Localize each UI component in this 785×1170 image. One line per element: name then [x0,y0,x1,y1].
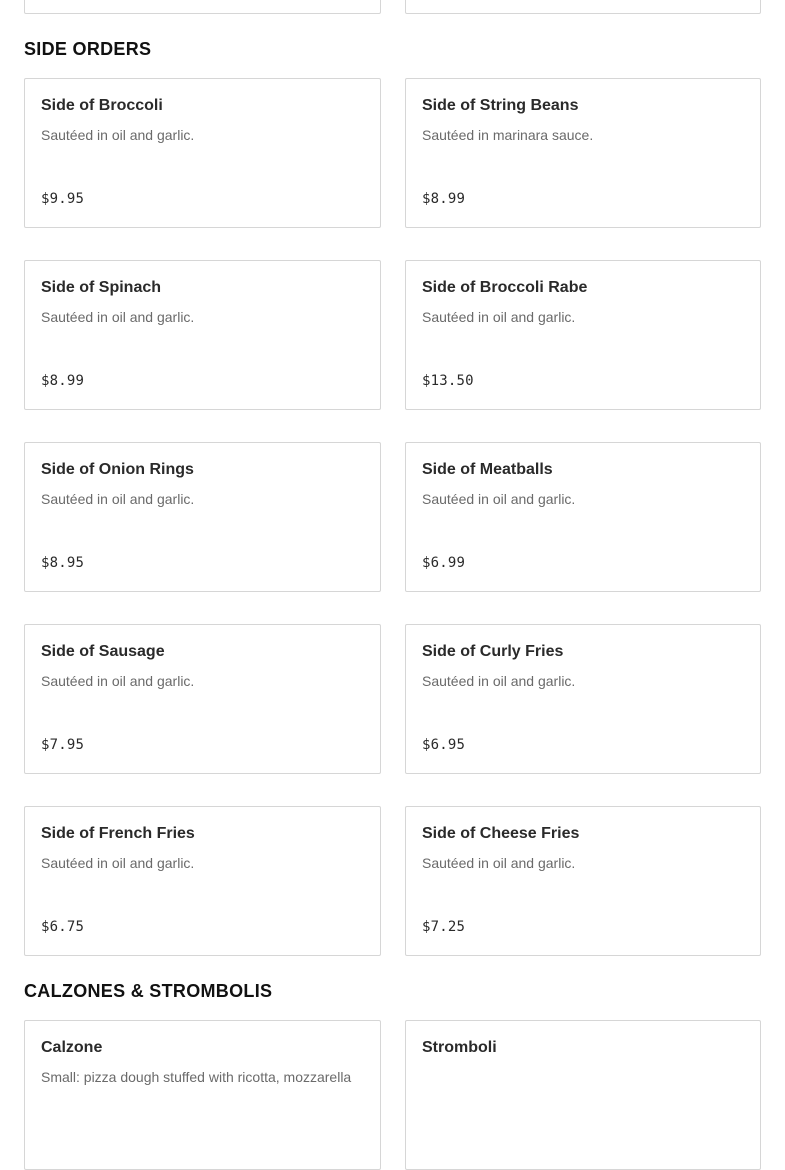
item-description: Sautéed in oil and garlic. [422,309,576,325]
item-description: Sautéed in oil and garlic. [41,855,195,871]
menu-item-card[interactable] [24,0,381,14]
item-price: $8.95 [41,555,85,571]
menu-item-card[interactable] [405,0,761,14]
item-name: Side of Curly Fries [422,643,564,660]
item-name: Side of Spinach [41,279,162,296]
item-price: $6.95 [422,737,466,753]
item-description: Small: pizza dough stuffed with ricotta, mozzarella [41,1069,352,1085]
item-description: Sautéed in oil and garlic. [41,127,195,143]
menu-item-card[interactable] [405,624,761,774]
item-price: $9.95 [41,191,85,207]
menu-item-card[interactable] [24,442,381,592]
item-price: $7.25 [422,919,466,935]
item-price: $6.75 [41,919,85,935]
item-description: Sautéed in oil and garlic. [422,673,576,689]
menu-item-card[interactable] [24,806,381,956]
item-price: $13.50 [422,373,474,389]
item-price: $8.99 [41,373,85,389]
item-price: $6.99 [422,555,466,571]
menu-item-card[interactable] [24,1020,381,1170]
menu-item-card[interactable] [24,624,381,774]
item-description: Sautéed in oil and garlic. [41,491,195,507]
section-title-calzones-strombolis: CALZONES & STROMBOLIS [24,981,273,1001]
menu-item-card[interactable] [24,78,381,228]
item-description: Sautéed in marinara sauce. [422,127,594,143]
menu-item-card[interactable] [405,260,761,410]
menu-item-card[interactable] [405,806,761,956]
item-description: Sautéed in oil and garlic. [422,855,576,871]
item-name: Side of French Fries [41,825,195,842]
menu-item-card[interactable] [405,78,761,228]
menu-item-card[interactable] [24,260,381,410]
item-name: Stromboli [422,1039,497,1056]
item-name: Calzone [41,1039,103,1056]
item-name: Side of Meatballs [422,461,553,478]
item-description: Sautéed in oil and garlic. [41,673,195,689]
menu-item-card[interactable] [405,1020,761,1170]
item-name: Side of Sausage [41,643,165,660]
item-name: Side of Broccoli [41,97,163,114]
section-title-side-orders: SIDE ORDERS [24,39,152,59]
menu-item-card[interactable] [405,442,761,592]
item-name: Side of Cheese Fries [422,825,580,842]
item-description: Sautéed in oil and garlic. [41,309,195,325]
item-name: Side of Broccoli Rabe [422,279,588,296]
item-name: Side of String Beans [422,97,579,114]
item-description: Sautéed in oil and garlic. [422,491,576,507]
item-price: $8.99 [422,191,466,207]
item-price: $7.95 [41,737,85,753]
item-name: Side of Onion Rings [41,461,194,478]
